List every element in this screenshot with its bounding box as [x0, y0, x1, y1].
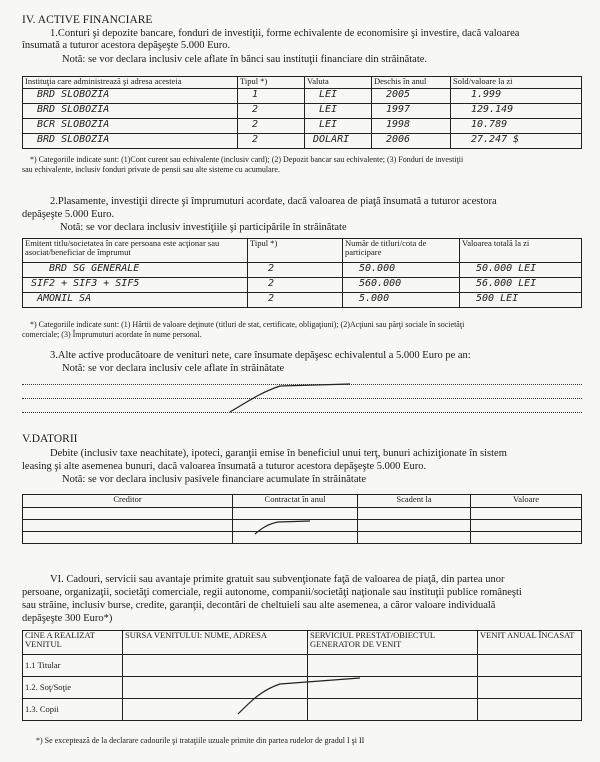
t2-header-emitent: Emitent titlu/societatea în care persoana este acţionar sau asociat/beneficiar de împrumut	[23, 239, 248, 263]
t2-footnote-line1: *) Categoriile indicate sunt: (1) Hârtii de valoare deţinute (titluri de stat, certificate, obligaţiuni); (2)Acţiuni sau părţi sociale în societăţi	[30, 320, 465, 329]
t3-header-creditor: Creditor	[23, 495, 233, 508]
t2-header-valoare: Valoarea totală la zi	[460, 239, 582, 263]
t4-row-copii: 1.3. Copii	[23, 699, 123, 721]
t1-header-tip: Tipul *)	[238, 77, 305, 89]
section-v-title: V.DATORII	[22, 433, 78, 445]
t2-cell-nr: 50.000	[343, 263, 460, 278]
section-vi-line4: depăşeşte 300 Euro*)	[22, 613, 113, 624]
section-iv-p3-line1: 3.Alte active producătoare de venituri nete, care însumate depăşesc echivalentul a 5.000 Euro pe an:	[50, 350, 471, 361]
t1-cell-tip: 2	[238, 119, 305, 134]
t4-row-titular: 1.1 Titular	[23, 655, 123, 677]
strike-mark-p3	[230, 384, 350, 412]
t2-cell-emitent: SIF2 + SIF3 + SIF5	[23, 278, 248, 293]
t1-footnote-line2: sau echivalente, inclusiv fonduri private de pensii sau alte sisteme cu acumulare.	[22, 165, 280, 174]
t1-cell-tip: 1	[238, 89, 305, 104]
t1-cell-sold: 27.247 $	[451, 134, 582, 149]
t1-cell-inst: BRD SLOBOZIA	[23, 89, 238, 104]
t1-cell-an: 1997	[372, 104, 451, 119]
t1-header-valuta: Valuta	[305, 77, 372, 89]
t1-cell-valuta: LEI	[305, 104, 372, 119]
t1-cell-sold: 129.149	[451, 104, 582, 119]
section-vi-line3: sau străine, inclusiv burse, credite, garanţii, decontări de cheltuieli sau alte asemenea, a căror valoare individuală	[22, 600, 496, 611]
t2-cell-emitent: AMONIL SA	[23, 293, 248, 308]
section-iv-p1-line2: însumată a tuturor acestora depăşeşte 5.000 Euro.	[22, 40, 231, 51]
section-vi-line2: persoane, organizaţii, societăţi comerciale, regii autonome, companii/societăţi naţionale sau instituţii publice româneşti	[22, 587, 522, 598]
t2-cell-tip: 2	[248, 263, 343, 278]
t2-footnote-line2: comerciale; (3) Împrumuturi acordate în nume personal.	[22, 330, 202, 339]
t2-cell-tip: 2	[248, 278, 343, 293]
section-iv-p3-note: Notă: se vor declara inclusiv cele aflate în străinătate	[62, 363, 285, 374]
strike-mark-gifts	[238, 678, 360, 714]
t4-footnote: *) Se exceptează de la declarare cadourile şi trataţiile uzuale primite din partea rudelor de gradul I şi II	[36, 736, 365, 745]
section-iv-p2-note: Notă: se vor declara inclusiv investiţiile şi participările în străinătate	[60, 222, 347, 233]
t1-cell-valuta: LEI	[305, 89, 372, 104]
t1-cell-an: 2005	[372, 89, 451, 104]
t1-cell-tip: 2	[238, 134, 305, 149]
t2-cell-tip: 2	[248, 293, 343, 308]
t2-header-tip: Tipul *)	[248, 239, 343, 263]
t2-cell-nr: 5.000	[343, 293, 460, 308]
t1-cell-tip: 2	[238, 104, 305, 119]
t3-header-valoare: Valoare	[471, 495, 582, 508]
t1-header-inst: Instituţia care administrează şi adresa acesteia	[23, 77, 238, 89]
t3-header-scadent: Scadent la	[358, 495, 471, 508]
section-iv-p1-line1: 1.Conturi şi depozite bancare, fonduri de investiţii, forme echivalente de economisire şi investire, dacă valoarea	[50, 28, 520, 39]
t3-header-contractat: Contractat în anul	[233, 495, 358, 508]
t4-header-sursa: SURSA VENITULUI: NUME, ADRESA	[123, 631, 308, 655]
t4-header-cine: CINE A REALIZAT VENITUL	[23, 631, 123, 655]
section-iv-title: IV. ACTIVE FINANCIARE	[22, 14, 153, 26]
t4-row-sot: 1.2. Soţ/Soţie	[23, 677, 123, 699]
section-iv-p2-line1: 2.Plasamente, investiţii directe şi împrumuturi acordate, dacă valoarea de piaţă însumată a tuturor acestora	[50, 196, 497, 207]
t1-header-an: Deschis în anul	[372, 77, 451, 89]
t2-cell-valoare: 500 LEI	[460, 293, 582, 308]
t1-cell-an: 2006	[372, 134, 451, 149]
t1-cell-valuta: LEI	[305, 119, 372, 134]
section-iv-p1-note: Notă: se vor declara inclusiv cele aflate în bănci sau instituţii financiare din străinătate.	[62, 54, 428, 65]
strike-mark-debts	[255, 521, 310, 534]
section-vi-line1: VI. Cadouri, servicii sau avantaje primite gratuit sau subvenţionate faţă de valoarea de piaţă, din partea unor	[50, 574, 505, 585]
section-v-note: Notă: se vor declara inclusiv pasivele financiare acumulate în străinătate	[62, 474, 367, 485]
t2-cell-valoare: 50.000 LEI	[460, 263, 582, 278]
t2-cell-nr: 560.000	[343, 278, 460, 293]
t1-cell-sold: 10.789	[451, 119, 582, 134]
t1-header-sold: Sold/valoare la zi	[451, 77, 582, 89]
section-v-line1: Debite (inclusiv taxe neachitate), ipoteci, garanţii emise în beneficiul unui terţ, bunuri achiziţionate în sistem	[50, 448, 507, 459]
t2-header-nr: Număr de titluri/cota de participare	[343, 239, 460, 263]
t1-cell-sold: 1.999	[451, 89, 582, 104]
t1-cell-inst: BCR SLOBOZIA	[23, 119, 238, 134]
t1-cell-inst: BRD SLOBOZIA	[23, 134, 238, 149]
t1-cell-valuta: DOLARI	[305, 134, 372, 149]
t1-cell-inst: BRD SLOBOZIA	[23, 104, 238, 119]
t1-cell-an: 1998	[372, 119, 451, 134]
t2-cell-emitent: BRD SG GENERALE	[23, 263, 248, 278]
section-v-line2: leasing şi alte asemenea bunuri, dacă valoarea însumată a tuturor acestora depăşeşte 5.000 Euro.	[22, 461, 427, 472]
section-iv-p2-line2: depăşeşte 5.000 Euro.	[22, 209, 115, 220]
t1-footnote-line1: *) Categoriile indicate sunt: (1)Cont curent sau echivalente (inclusiv card); (2) Depozit bancar sau echivalente; (3) Fonduri de investiţii	[30, 155, 464, 164]
t4-header-venit: VENIT ANUAL ÎNCASAT	[478, 631, 582, 655]
t4-header-serviciul: SERVICIUL PRESTAT/OBIECTUL GENERATOR DE VENIT	[308, 631, 478, 655]
t2-cell-valoare: 56.000 LEI	[460, 278, 582, 293]
